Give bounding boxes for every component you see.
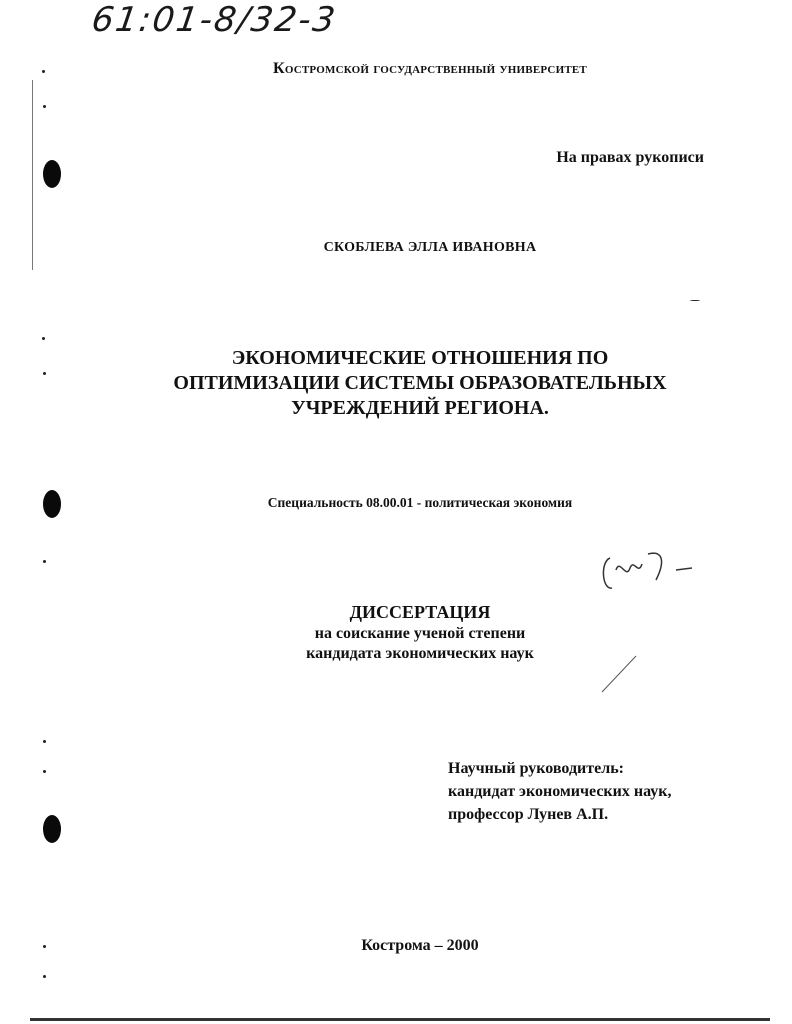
degree-line: кандидата экономических наук (306, 645, 534, 662)
rights-note: На правах рукописи (556, 149, 704, 166)
supervisor-degree: кандидат экономических наук, (448, 783, 672, 800)
scan-speck (42, 337, 45, 340)
dissertation-title (120, 346, 720, 421)
title-line: ЭКОНОМИЧЕСКИЕ ОТНОШЕНИЯ ПО (231, 347, 609, 369)
author-name: СКОБЛЕВА ЭЛЛА ИВАНОВНА (323, 240, 537, 255)
supervisor-block (448, 757, 671, 826)
scan-speck (42, 70, 45, 73)
punch-hole (43, 815, 61, 843)
scan-speck (43, 740, 46, 743)
scan-speck (43, 945, 46, 948)
scan-speck (690, 300, 700, 301)
pen-stroke (596, 650, 646, 700)
handwritten-signature (596, 540, 706, 600)
scan-edge-line (30, 1018, 770, 1021)
title-line: ОПТИМИЗАЦИИ СИСТЕМЫ ОБРАЗОВАТЕЛЬНЫХ (173, 372, 667, 394)
scan-speck (43, 770, 46, 773)
margin-line (32, 80, 33, 270)
university-name: Костромской государственный университет (273, 60, 587, 77)
specialty: Специальность 08.00.01 - политическая экономия (267, 495, 573, 510)
scan-speck (43, 560, 46, 563)
supervisor-label: Научный руководитель: (448, 760, 624, 777)
dissertation-block (200, 602, 640, 664)
scan-speck (43, 372, 46, 375)
dissertation-heading: ДИССЕРТАЦИЯ (349, 602, 491, 622)
city-year: Кострома – 2000 (361, 937, 479, 954)
scan-speck (43, 975, 46, 978)
punch-hole (43, 490, 61, 518)
supervisor-name: профессор Лунев А.П. (448, 806, 609, 823)
scan-speck (43, 105, 46, 108)
punch-hole (43, 160, 61, 188)
archive-number: 61:01-8/32-3 (89, 0, 340, 40)
title-line: УЧРЕЖДЕНИЙ РЕГИОНА. (291, 397, 549, 419)
degree-line: на соискание ученой степени (314, 625, 526, 642)
